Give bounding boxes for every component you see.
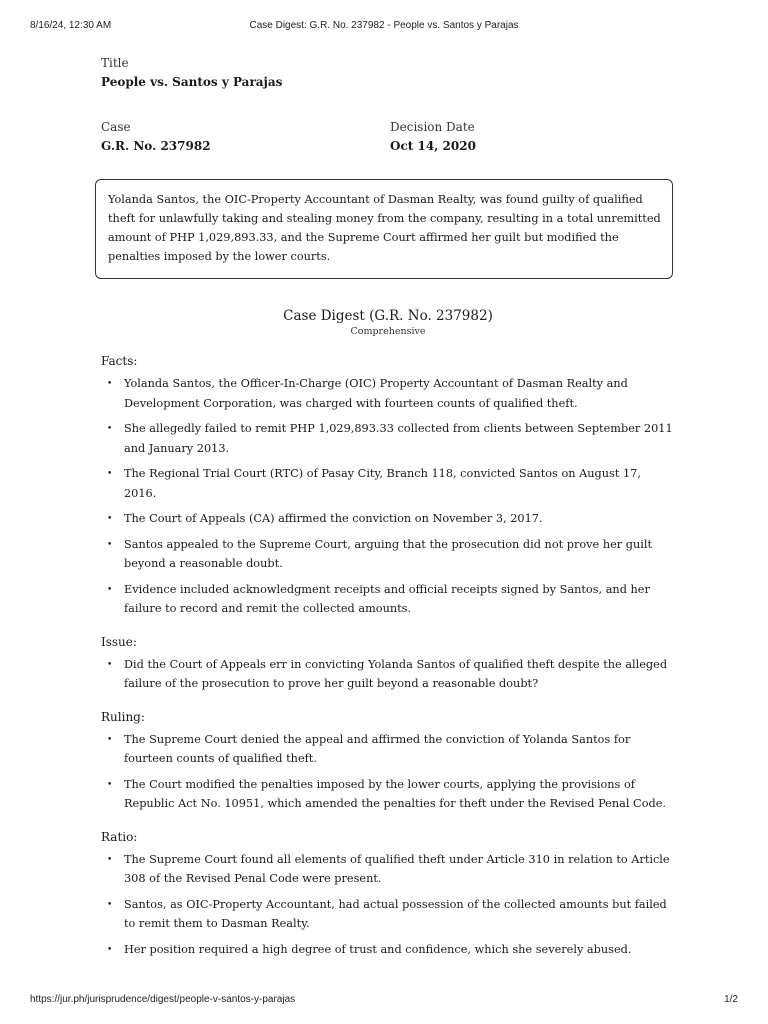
- case-label: Case: [101, 120, 131, 134]
- ratio-list: [101, 850, 675, 960]
- bullet-icon: •: [107, 899, 113, 910]
- case-value: G.R. No. 237982: [101, 139, 211, 153]
- ruling-heading: Ruling:: [101, 709, 145, 724]
- bullet-icon: •: [107, 539, 113, 550]
- list-item: • Santos, as OIC-Property Accountant, had actual possession of the collected amounts but failed to remit them to Dasman Realty.: [101, 895, 675, 934]
- case-meta-row: [101, 119, 675, 155]
- bullet-icon: •: [107, 514, 113, 524]
- title-label: Title: [101, 56, 129, 70]
- title-block: [101, 55, 675, 91]
- bullet-icon: •: [107, 424, 113, 434]
- title-value: People vs. Santos y Parajas: [101, 75, 283, 89]
- summary-box: Yolanda Santos, the OIC-Property Accountant of Dasman Realty, was found guilty of qualified theft for unlawfully taking and stealing money from the company, resulting in a total unremitted amount of PHP 1,029,893.33, and the Supreme Court affirmed her guilt but modified the penalties imposed by the lower courts.: [95, 179, 673, 279]
- list-item: • Yolanda Santos, the Officer-In-Charge (OIC) Property Accountant of Dasman Realty and Development Corporation, was charged with fourteen counts of qualified theft.: [101, 374, 675, 413]
- facts-list: [101, 374, 675, 619]
- case-block: [101, 119, 390, 155]
- list-item: • The Supreme Court found all elements of qualified theft under Article 310 in relation to Article 308 of the Revised Penal Code were present.: [101, 850, 675, 889]
- list-item: • Santos appealed to the Supreme Court, arguing that the prosecution did not prove her guilt beyond a reasonable doubt.: [101, 535, 675, 574]
- ratio-heading: Ratio:: [101, 829, 138, 844]
- ruling-list: [101, 730, 675, 814]
- list-item: • Her position required a high degree of trust and confidence, which she severely abused.: [101, 940, 675, 960]
- bullet-icon: •: [107, 584, 113, 595]
- list-item: • The Regional Trial Court (RTC) of Pasay City, Branch 118, convicted Santos on August 17, 2016.: [101, 464, 675, 503]
- digest-title: Case Digest (G.R. No. 237982): [283, 308, 493, 324]
- print-page-number: 1/2: [724, 994, 738, 1005]
- issue-heading: Issue:: [101, 634, 137, 649]
- list-item: • Evidence included acknowledgment receipts and official receipts signed by Santos, and her failure to record and remit the collected amounts.: [101, 580, 675, 619]
- print-url[interactable]: https://jur.ph/jurisprudence/digest/people-v-santos-y-parajas: [30, 994, 296, 1005]
- bullet-icon: •: [107, 659, 113, 670]
- digest-subtitle: Comprehensive: [350, 326, 426, 337]
- decision-date-label: Decision Date: [390, 120, 475, 134]
- list-item: • She allegedly failed to remit PHP 1,029,893.33 collected from clients between September 2011 and January 2013.: [101, 419, 675, 458]
- bullet-icon: •: [107, 469, 113, 479]
- digest-content: [101, 55, 675, 965]
- issue-list: [101, 655, 675, 694]
- bullet-icon: •: [107, 944, 113, 955]
- list-item: • The Court of Appeals (CA) affirmed the conviction on November 3, 2017.: [101, 509, 675, 529]
- list-item: • The Supreme Court denied the appeal and affirmed the conviction of Yolanda Santos for fourteen counts of qualified theft.: [101, 730, 675, 769]
- print-page-title: Case Digest: G.R. No. 237982 - People vs. Santos y Parajas: [249, 20, 519, 31]
- facts-heading: Facts:: [101, 354, 138, 368]
- bullet-icon: •: [107, 379, 113, 389]
- print-header: [30, 20, 738, 31]
- bullet-icon: •: [107, 734, 113, 745]
- print-footer: [30, 994, 738, 1005]
- print-datetime: 8/16/24, 12:30 AM: [30, 20, 112, 31]
- list-item: • The Court modified the penalties imposed by the lower courts, applying the provisions of Republic Act No. 10951, which amended the penalties for theft under the Revised Penal Code.: [101, 775, 675, 814]
- list-item: • Did the Court of Appeals err in convicting Yolanda Santos of qualified theft despite the alleged failure of the prosecution to prove her guilt beyond a reasonable doubt?: [101, 655, 675, 694]
- decision-date-value: Oct 14, 2020: [390, 139, 476, 153]
- bullet-icon: •: [107, 854, 113, 865]
- decision-date-block: [390, 119, 476, 155]
- bullet-icon: •: [107, 779, 113, 790]
